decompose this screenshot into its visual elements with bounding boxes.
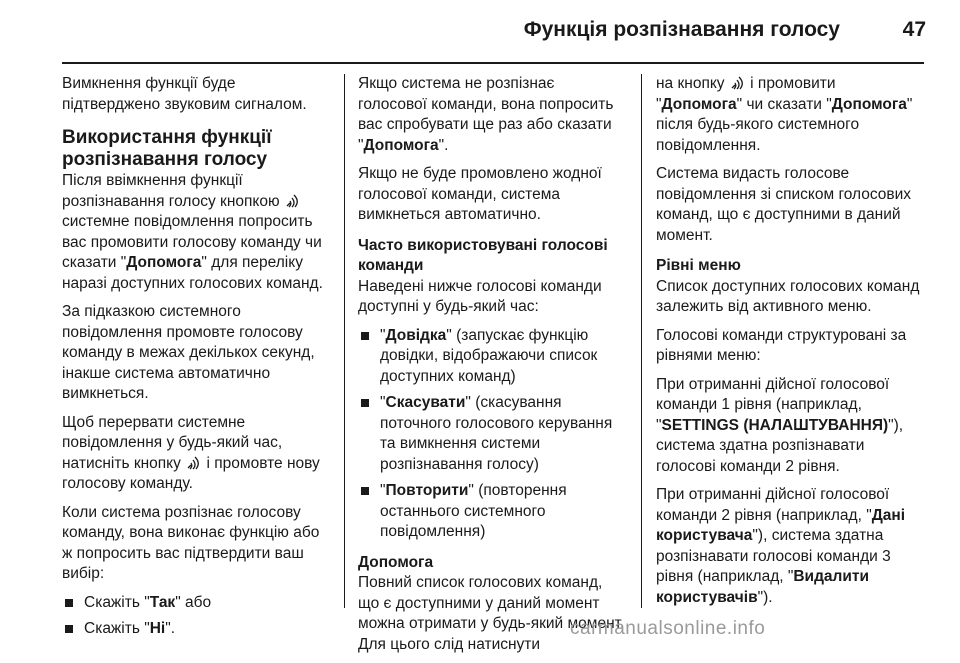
bullet-marker (65, 625, 73, 633)
list-item: Скажіть "Так" або (62, 593, 330, 614)
paragraph-help: Повний список голосових команд, що є доступними у даний момент можна отримати у будь-який момент. Для цього слід натиснути (358, 574, 625, 653)
paragraph-menu-structure: Голосові команди структуровані за рівнями меню: (656, 326, 907, 364)
paragraph-recognize: Коли система розпізнає голосову команду, вона виконає функцію або ж попросить вас підтвердити ваш вибір: (62, 503, 320, 582)
header-rule (62, 62, 924, 64)
bullet-marker (361, 332, 369, 340)
section-heading-menu-levels: Рівні меню (656, 257, 741, 274)
confirm-list (62, 593, 330, 640)
column-3 (656, 74, 924, 616)
bullet-marker (361, 487, 369, 495)
column-divider-1 (344, 74, 345, 608)
paragraph-interrupt: Щоб перервати системне повідомлення у будь-який час, натисніть кнопку і промовте нову голосову команду. (62, 413, 320, 492)
section-heading-common-commands: Часто використовувані голосові команди (358, 236, 608, 274)
paragraph-activation: Після ввімкнення функції розпізнавання голосу кнопкою системне повідомлення попросить вас промовити голосову команду чи сказати "Допомога" для переліку наразі доступних голосових команд. (62, 172, 323, 292)
paragraph-prompt: За підказкою системного повідомлення промовте голосову команду в межах декількох секунд, інакше система автоматично вимкнеться. (62, 303, 315, 402)
page-number: 47 (902, 18, 926, 41)
paragraph-level-2: При отриманні дійсної голосової команди 2 рівня (наприклад, "Дані користувача"), система здатна розпізнавати голосові команди 3 рівня (наприклад, "Видалити користувачів"). (656, 486, 906, 606)
page-header (0, 0, 960, 62)
list-item: "Повторити" (повторення останнього системного повідомлення) (358, 481, 626, 543)
paragraph-not-recognized: Якщо система не розпізнає голосової команди, вона попросить вас спробувати ще раз або сказати "Допомога". (358, 75, 614, 154)
paragraph-menu-depends: Список доступних голосових команд залежить від активного меню. (656, 277, 920, 315)
common-commands-list (358, 326, 626, 543)
paragraph-timeout: Якщо не буде промовлено жодної голосової команди, система вимкнеться автоматично. (358, 165, 602, 223)
paragraph-common-intro: Наведені нижче голосові команди доступні у будь-який час: (358, 277, 602, 315)
voice-command-icon (187, 456, 200, 470)
section-heading-help: Допомога (358, 553, 434, 571)
column-1 (62, 74, 330, 646)
bullet-marker (65, 599, 73, 607)
page-title: Функція розпізнавання голосу (523, 18, 840, 41)
column-divider-2 (641, 74, 642, 608)
column-2 (358, 74, 626, 663)
list-item: Скажіть "Ні". (62, 619, 330, 640)
watermark: carmanualsonline.info (570, 618, 766, 639)
paragraph-level-1: При отриманні дійсної голосової команди 1 рівня (наприклад, "SETTINGS (НАЛАШТУВАННЯ)"), система здатна розпізнавати голосові команди 2 рівня. (656, 375, 904, 475)
bullet-marker (361, 399, 369, 407)
paragraph-help-continued: на кнопку і промовити "Допомога" чи сказати "Допомога" після будь-якого системного повідомлення. (656, 75, 913, 154)
voice-command-icon (731, 76, 744, 90)
voice-command-icon (286, 194, 299, 208)
paragraph-system-list: Система видасть голосове повідомлення зі списком голосових команд, що є доступними в даний момент. (656, 165, 912, 244)
intro-paragraph: Вимкнення функції буде підтверджено звуковим сигналом. (62, 75, 307, 113)
list-item: "Скасувати" (скасування поточного голосового керування та вимкнення системи розпізнавання голосу) (358, 393, 626, 475)
section-heading-usage: Використання функції розпізнавання голосу (62, 127, 272, 170)
list-item: "Довідка" (запускає функцію довідки, відображаючи список доступних команд) (358, 326, 626, 388)
